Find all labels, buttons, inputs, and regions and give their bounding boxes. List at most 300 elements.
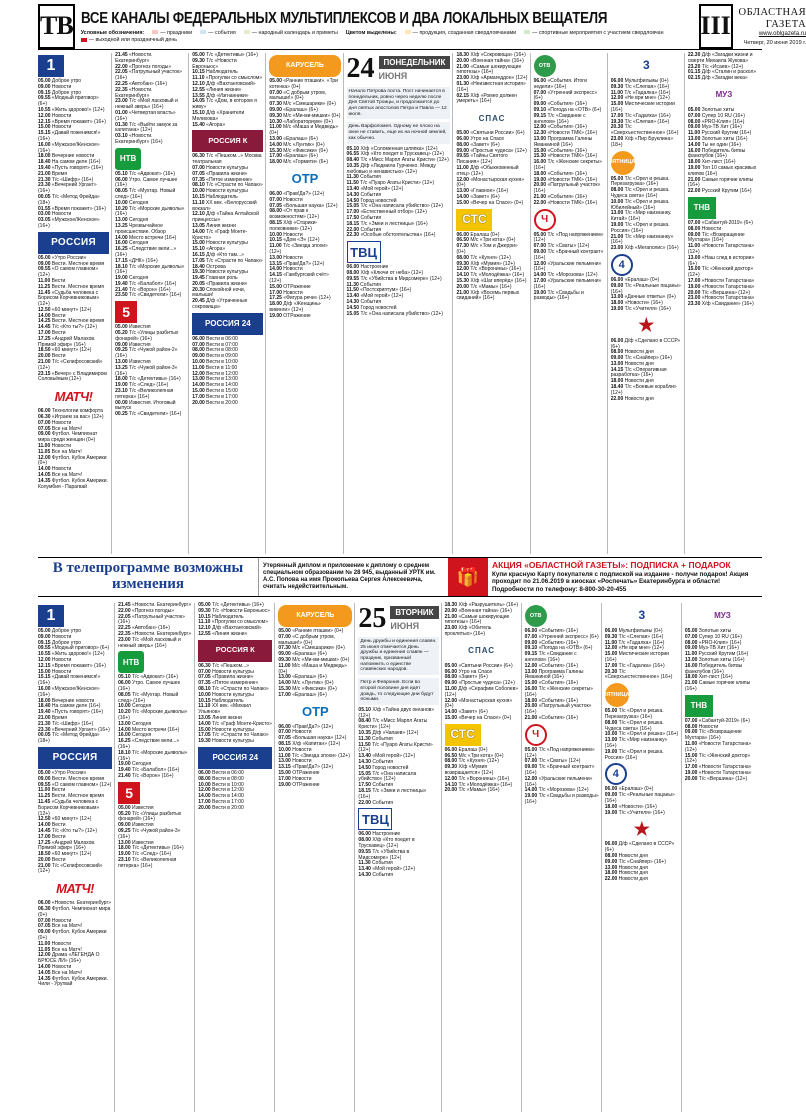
program-time: 18.00 [533,170,547,177]
program-title: Новости [50,466,72,473]
program-time: 09.00 [524,764,538,771]
program-time: 05.00 [192,52,205,58]
program-listing [445,626,519,638]
program-title: Футбол. Кубок Америки (0+) [38,454,107,467]
channel-logo-otr: ОТР [291,171,319,187]
program-title: «Новости Татарстана» [697,764,752,771]
program-time: 13.05 [192,222,205,229]
program-time: 18.00 [118,845,131,852]
program-time: 06.00 [192,335,205,342]
program-title: М/с «Маша и Медведь» (0+) [269,124,339,137]
program-time: 10.15 [192,69,205,76]
program-title: Новости [697,723,719,730]
program-time: 14.30 [346,299,360,306]
program-title: «С добрым утром, малыши!» (0+) [269,89,327,102]
program-time: 11.30 [346,174,359,181]
program-listing [38,479,109,491]
program-title: «Пусть говорят» (16+) [50,709,104,716]
program-time: 08.00 [684,723,698,730]
program-title: Т/с «Слепая» (16+) [623,118,670,125]
program-title: Т/с «Мой ласковый и нежный зверь» (16+) [118,636,181,649]
program-time: 19.00 [118,851,131,858]
program-title: «Андрей Малахов. Прямой эфир» (16+) [38,335,96,348]
channel-logo-pyatnica: ПЯТНИЦА! [611,151,635,175]
program-title: Т/с «Граф Монте-Кристо» [192,228,248,241]
program-time: 14.00 [456,193,469,200]
program-time: 11.00 [684,651,698,658]
channel-logo-ch4: Ч [525,724,547,746]
program-title: «Ералаш» (0+) [623,276,660,283]
program-time: 09.25 [118,827,131,834]
program-time: 09.30 [278,656,291,663]
program-time: 19.00 [115,275,128,282]
program-title: Т/с «Сваты» (12+) [537,758,581,765]
program-title: Новости [281,231,303,238]
program-title: «Погода на «ОТВ» (6+) [546,106,602,113]
program-time: 08.00 [684,639,698,646]
program-time: 18.10 [118,749,131,756]
program-title: Русский Крутим (16+) [700,188,752,195]
program-time: 21.00 [456,63,469,70]
program-time: 06.00 [610,276,624,283]
program-title: Сегодня [130,761,152,768]
program-time: 17.00 [684,764,698,771]
program-time: 12.00 [524,775,538,782]
program-title: «Играем за вас» (12+) [50,414,104,421]
program-title: Город новостей [359,304,397,311]
program-title: Т/с «Страсти по Чапаю» [204,257,263,264]
program-time: 17.50 [358,782,371,789]
program-title: Муз-ТВ Хит (16+) [700,124,742,131]
program-time: 13.00 [604,737,618,744]
paper-title: ОБЛАСТНАЯ ГАЗЕТА [738,6,806,30]
program-title: Т/с «Свидетели» (16+) [127,292,182,299]
program-time: 15.00 [533,147,547,154]
program-time: 13.40 [358,753,371,760]
program-title: Д/ф «Загадки жизни и смерти Михаила Жукова» [687,52,753,64]
program-listing [192,123,263,129]
program-title: Т/с «Балабол» (16+) [130,767,180,774]
program-time: 11.30 [358,860,371,867]
program-time: 10.00 [269,231,282,238]
program-title: «Монастырская кухня» (0+) [444,697,513,710]
program-listing [198,806,272,812]
program-time: 12.00 [38,454,51,461]
program-title: События [359,299,382,306]
program-time: 10.30 [269,118,282,125]
program-time: 05.00 [269,78,282,84]
program-time: 22.30 [346,232,360,239]
program-time: 22.00 [118,607,131,614]
program-title: Доброе утро [50,639,82,646]
program-listing [115,293,186,299]
program-title: Новости [50,112,72,119]
program-time: 07.00 [269,196,282,203]
program-title: Новости культуры [204,164,248,171]
program-title: «Утро России» [50,769,87,776]
program-time: 11.00 [687,243,701,250]
program-title: Все на Матч! [50,448,82,455]
program-title: «Следствие вели...» (16+) [115,246,177,258]
program-time: 05.20 [115,330,128,337]
program-time: 06.30 [38,414,51,421]
program-time: 12.00 [198,787,211,794]
program-title: Вечерние новости [50,153,95,160]
program-title: Д/ф «Серафим Соболев» (12+) [444,685,519,698]
month-label: ИЮНЯ [390,621,420,632]
channel-logo-zvezda: ★ [638,315,655,336]
program-time: 16.00 [38,141,51,148]
program-title: Новости [700,225,722,232]
program-time: 08.40 [358,718,371,725]
program-time: 07.05 [278,735,291,742]
program-time: 17.00 [346,209,360,216]
program-title: Х/ф «Мумия возвращается» (12+) [444,764,494,776]
program-time: 01.55 [38,205,51,212]
program-time: 10.00 [604,731,618,738]
program-time: 12.10 [192,80,205,87]
program-title: Т/с «Страсти по Чапаю» [210,732,269,739]
channel-logo-ch5: 5 [118,782,140,804]
program-time: 07.00 [524,758,538,765]
program-time: 11.00 [269,243,282,250]
program-time: 08.00 [444,674,458,681]
program-title: Т/с «Детективы» (16+) [210,602,264,608]
program-title: Т/с «Шифр» (16+) [50,176,94,183]
program-title: Т/с «Мухтар. Новый след» (16+) [118,691,179,704]
program-title: Вести [50,787,66,794]
program-title: «Судьба человека с Борисом Корчевниковым» (12+) [38,798,100,817]
program-listing [198,632,272,638]
program-time: 09.00 [610,355,624,362]
program-title: «PRO-Клип» (16+) [697,639,742,646]
program-title: «Естественный отбор» (12+) [359,209,427,216]
program-title: События [359,215,382,222]
program-time: 17.00 [687,277,701,284]
program-time: 06.00 [444,668,458,675]
program-time: 06.00 [38,900,51,907]
program-title: «Завет» (6+) [468,141,500,148]
program-time: 19.00 [604,748,618,755]
schedule-column [192,53,266,554]
program-title: «Мужское/Женское» (16+) [38,217,100,229]
program-title: «Прогулки со смыслом» [210,619,269,626]
program-title: Х/ф «Обитель проклятых» (16+) [444,625,492,637]
program-time: 15.00 [524,680,538,687]
program-title: Т/с «Метод Фрейда» (18+) [38,193,100,206]
program-time: 15.00 [192,240,205,247]
program-title: Новости [50,656,72,663]
program-time: 14.00 [533,272,547,279]
channel-logo-ch3: 3 [642,58,650,73]
program-title: Т/с «Орел и решка. Перезагрузка» (16+) [610,175,670,188]
program-time: 17.25 [269,295,282,302]
program-title: Х/ф «Капитан» (12+) [290,740,341,747]
program-title: Сегодня [130,720,152,727]
program-time: 05.10 [118,674,131,681]
program-title: Т/с «След» (16+) [130,851,172,858]
program-listing [456,201,527,207]
program-title: Х/ф «Кто поедет в Трускавец» (12+) [358,837,415,850]
program-time: 23.00 [610,135,624,142]
program-time: 22.00 [604,876,618,883]
program-title: «Не ври мне» (12+) [617,645,664,652]
program-title: Новости дня [617,870,648,877]
program-time: 06.50 [444,752,458,759]
program-title: «Утренний экспресс» (6+) [537,633,599,640]
program-time: 19.40 [38,709,51,716]
program-title: «Давай поженимся!» (16+) [38,674,101,687]
promo-band [38,557,762,597]
channel-logo-russia1: РОССИЯ [38,232,109,254]
program-title: «Ералаш» (6+) [290,651,327,658]
section-headline: ВСЕ КАНАЛЫ ФЕДЕРАЛЬНЫХ МУЛЬТИПЛЕКСОВ И ДВА ЛОКАЛЬНЫХ ВЕЩАТЕЛЯ [80,9,607,27]
program-time: 19.30 [610,118,624,125]
program-time: 08.15 [278,740,291,747]
program-title: «События» (16+) [537,662,578,669]
program-time: 16.00 [687,147,701,154]
program-time: 22.30 [687,52,701,58]
program-time: 19.00 [278,781,291,788]
program-listing [445,788,519,794]
program-title: Вести в 10:00 [210,781,244,788]
program-time: 15.10 [192,109,205,116]
program-time: 15.00 [278,769,291,776]
program-title: Т/с «Брачный контракт» (16+) [533,248,604,261]
program-title: Вести. Местное время [50,793,104,800]
legend-item: — народный календарь и приметы [244,30,338,36]
program-time: 20.00 [192,399,205,406]
program-title: «Ранние пташки» (0+) [290,628,344,634]
program-title: «Новости ТМК» (16+) [546,176,598,183]
program-title: «Простые чудеса» (12+) [457,680,515,687]
program-title: Т/с «Женский доктор» (12+) [687,266,754,279]
program-title: «Андрей Малахов. Прямой эфир» (16+) [38,839,96,852]
program-title: Новости [50,917,72,924]
day-header [347,55,451,83]
program-title: Вести в 17:00 [210,798,244,805]
program-title: Известия. Итоговый выпуск [115,399,176,412]
program-time: 19.00 [533,176,547,183]
program-time: 12.15 [38,662,51,669]
program-time: 12.30 [533,130,547,137]
program-time: 22.25 [115,80,128,87]
program-time: 06.00 [604,841,618,848]
program-title: Доброе утро [50,78,82,84]
day-event-note: Начало Петрова поста. Пост начинается в понедельник, ровно через неделю после Дня Святой Троицы, и продолжается до дня святых апостолов Петра и Павла — 12 июля. [347,87,451,119]
program-time: 14.00 [198,793,211,800]
program-title: Т/с «Учителя» (16+) [617,809,665,816]
program-listing [269,160,340,166]
program-title: «Новости. Екатеринбург» [50,900,112,907]
program-title: Т/с «Сверхъестественное» (16+) [604,668,673,681]
program-time: 06.00 [456,231,469,238]
program-time: 09.00 [118,822,131,829]
program-title: «Время покажет» (16+) [50,118,106,125]
program-title: «ДНК» (16+) [127,257,158,264]
program-time: 06.00 [444,746,458,753]
program-time: 14.00 [38,964,51,971]
program-title: Вечерние новости [50,697,95,704]
program-title: М/с «Три кота» (0+) [468,237,516,244]
program-time: 19.00 [687,164,701,171]
program-title: «Новости Татарстана» [700,295,755,302]
program-title: «Постскриптум» (16+) [358,287,412,294]
program-time: 20.30 [604,668,618,675]
program-time: 18.40 [38,159,51,166]
program-listing [445,716,519,722]
program-time: 00.05 [38,193,51,200]
program-title: Вести в 07:00 [204,341,238,348]
program-title: Х/ф «Шаг вперёд» (16+) [468,277,527,284]
program-title: Д/ф «Сделано в СССР» (6+) [604,841,675,854]
program-title: Т/с «Морские дьяволы» (16+) [118,709,188,721]
program-time: 12.55 [192,86,205,93]
program-title: Т/с «Улицы разбитых фонарей» (16+) [118,810,182,823]
program-title: ХХ век. «Белорусский вокзал» [192,199,257,212]
subscription-promo [488,558,762,596]
program-time: 12.15 [38,118,51,125]
program-title: Вести [50,312,66,319]
program-title: Русский Крутим (16+) [697,651,749,658]
program-time: 07.05 [269,202,282,209]
program-title: Т/с «Снайпер» (16+) [623,355,672,362]
program-time: 10.15 [198,613,211,620]
program-time: 11.50 [346,287,359,294]
program-time: 06.00 [610,337,624,344]
program-listing [38,800,112,817]
program-time: 13.15 [278,764,291,771]
program-time: 11.05 [38,448,51,455]
program-time: 19.00 [684,769,698,776]
program-title: Т/с «Змеи и лестницы» (16+) [358,788,427,800]
program-time: 10.55 [38,106,51,113]
program-title: Острова [204,263,226,270]
program-time: 01.15 [687,69,701,76]
program-title: Известия [127,359,151,366]
program-title: Вести [50,833,66,840]
program-time: 06.00 [610,78,624,84]
program-title: М/с «Смешарики» (0+) [290,645,345,652]
program-title: Т/с «Она написала убийство» (12+) [358,770,417,783]
program-title: «60 минут» (12+) [50,347,92,354]
program-title: Т/с «Реальные пацаны» (16+) [610,282,681,295]
program-time: 11.00 [269,124,282,131]
program-time: 13.00 [604,864,618,871]
program-time: 07.35 [198,680,211,687]
program-time: 16.15 [192,251,205,258]
program-title: «Прогноз погоды» [127,63,172,70]
program-listing [534,291,605,303]
program-time: 11.10 [192,199,205,206]
program-title: Вести в 06:00 [210,769,244,776]
program-title: Т/с «Адвокат» (16+) [130,674,178,681]
channel-logo-ch4: Ч [534,209,556,231]
program-title: Вести в 13:00 [204,376,238,383]
program-time: 10.00 [198,691,211,698]
program-title: Новости культуры [210,738,254,745]
program-time: 13.00 [269,254,282,261]
program-title: «Ералаш» (6+) [290,674,327,681]
program-time: 14.00 [687,141,701,148]
channel-logo-muz: МУЗ [714,611,731,621]
program-time: 11.00 [38,277,51,284]
program-title: Новости [281,266,303,273]
program-title: Новости [50,443,71,450]
program-time: 13.15 [269,260,282,267]
program-time: 05.00 [198,602,211,608]
program-title: Новости [290,746,312,753]
program-title: «Вечер на Спасе» (0+) [457,714,512,721]
program-time: 11.00 [38,940,51,947]
program-time: 08.05 [115,188,128,195]
program-time: 10.35 [346,162,360,169]
program-title: Т/с «Молодёжка» (16+) [457,781,513,788]
paper-site-link[interactable]: www.oblgazeta.ru [758,30,806,37]
program-time: 23.00 [115,98,128,105]
schedule-column [445,603,522,1112]
program-time: 06.00 [118,680,131,687]
program-time: 22.00 [687,188,701,195]
channel-logo-r24: РОССИЯ 24 [198,747,272,769]
program-title: Вести [50,353,66,360]
program-time: 12.00 [38,656,51,663]
program-title: «Мой герой» (12+) [370,866,416,873]
program-time: 05.10 [358,706,371,713]
channel-logo-spas: СПАС [478,113,506,123]
program-time: 21.00 [38,170,51,177]
program-title: «Новости» (16+) [617,803,657,810]
program-time: 15.10 [192,246,205,253]
program-title: «Новости Татарстана» [697,769,752,776]
program-listing [38,864,112,876]
program-listing [605,877,679,883]
program-time: 08.10 [198,685,211,692]
program-title: «Жить здорово!» (12+) [50,651,105,658]
program-time: 09.00 [38,431,51,438]
program-time: 21.00 [456,289,469,296]
program-title: Т/с «Орел и решка. Россия» (16+) [604,748,664,761]
program-title: ОТРажение [281,283,311,290]
program-listing [611,307,682,313]
program-title: Т/с «Свидание с ангелом» (16+) [533,112,586,125]
program-title: Т/с «Граф Монте-Кристо» [210,720,272,727]
program-time: 10.00 [278,746,291,753]
program-time: 20.00 [456,283,469,290]
program-title: Новости культуры [204,240,248,247]
program-time: 15.00 [38,124,51,131]
program-time: 17.00 [192,393,205,400]
program-time: 23.30 [38,182,51,189]
program-title: Х/ф «Мегаполис» (16+) [623,245,679,252]
program-time: 11.00 [684,740,698,747]
program-title: «События» (16+) [537,680,578,687]
program-time: 19.00 [533,289,547,296]
program-title: Новости [50,633,72,640]
program-title: «Не ври мне» (12+) [623,95,670,102]
program-time: 08.40 [346,157,360,164]
program-title: «О самом главном» (12+) [50,781,112,788]
program-title: «Модный приговор» (6+) [50,645,110,652]
program-time: 22.35 [118,630,131,637]
program-time: 11.00 [444,685,457,692]
channel-logo-karusel: КАРУСЕЛЬ [278,605,352,627]
program-title: Вести. Местное время [50,283,104,290]
program-time: 09.00 [604,792,618,799]
program-listing [269,314,340,320]
program-title: «Пятое измерение» [210,680,259,687]
program-time: 05.00 [38,78,51,84]
